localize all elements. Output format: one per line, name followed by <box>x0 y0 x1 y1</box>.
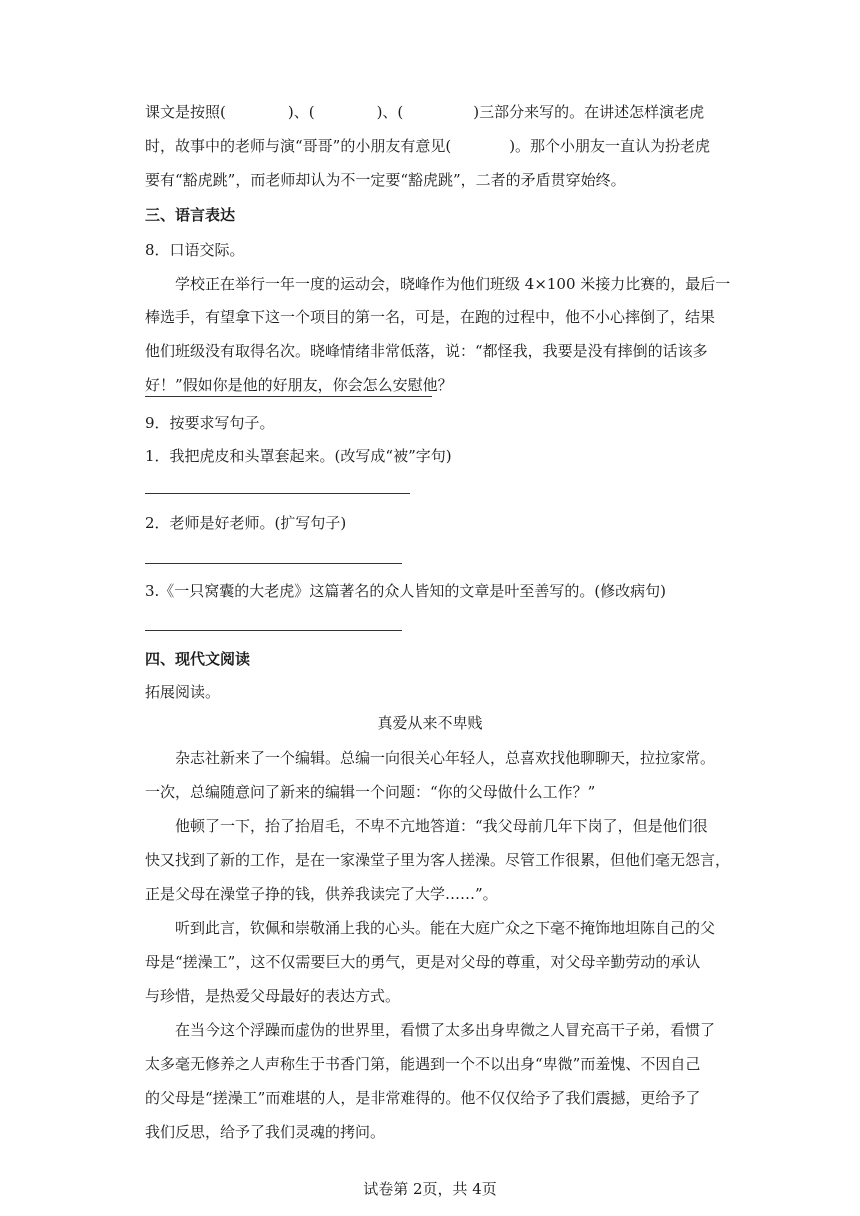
paragraph-line: 要有“豁虎跳”，而老师却认为不一定要“豁虎跳”，二者的矛盾贯穿始终。 <box>145 171 626 189</box>
article-line: 的父母是“搓澡工”而难堪的人，是非常难得的。他不仅仅给予了我们震撼，更给予了 <box>145 1089 701 1107</box>
question-8-text: 他们班级没有取得名次。晓峰情绪非常低落，说：“都怪我，我要是没有摔倒的话该多 <box>145 342 708 360</box>
question-9-3: 3.《一只窝囊的大老虎》这篇著名的众人皆知的文章是叶至善写的。(修改病句) <box>145 582 667 600</box>
question-9-1: 1．我把虎皮和头罩套起来。(改写成“被”字句) <box>145 447 452 465</box>
answer-line-9-3[interactable] <box>145 630 402 631</box>
question-8-label: 8．口语交际。 <box>145 241 245 259</box>
article-line: 他顿了一下，抬了抬眉毛，不卑不亢地答道：“我父母前几年下岗了，但是他们很 <box>175 817 708 835</box>
text-segment: )、( <box>376 103 404 121</box>
answer-line-9-2[interactable] <box>145 563 402 564</box>
fill-blank-line-1 <box>145 102 704 122</box>
answer-line-9-1[interactable] <box>145 493 410 494</box>
question-9-2: 2．老师是好老师。(扩写句子) <box>145 514 347 532</box>
article-title: 真爱从来不卑贱 <box>377 714 483 732</box>
text-segment: )三部分来写的。在讲述怎样演老虎 <box>473 103 705 121</box>
text-segment: 时，故事中的老师与演“哥哥”的小朋友有意见( <box>145 137 452 155</box>
reading-intro: 拓展阅读。 <box>145 683 221 701</box>
section-heading-3: 三、语言表达 <box>145 206 236 224</box>
article-line: 母是“搓澡工”，这不仅需要巨大的勇气，更是对父母的尊重，对父母辛勤劳动的承认 <box>145 953 701 971</box>
page-footer: 试卷第 2页，共 4页 <box>363 1180 497 1198</box>
question-9-label: 9．按要求写句子。 <box>145 414 275 432</box>
article-line: 一次，总编随意问了新来的编辑一个问题：“你的父母做什么工作？” <box>145 783 596 801</box>
section-heading-4: 四、现代文阅读 <box>145 650 251 668</box>
article-line: 在当今这个浮躁而虚伪的世界里，看惯了太多出身卑微之人冒充高干子弟，看惯了 <box>175 1021 716 1039</box>
article-line: 听到此言，钦佩和崇敬涌上我的心头。能在大庭广众之下毫不掩饰地坦陈自己的父 <box>175 919 716 937</box>
article-line: 太多毫无修养之人声称生于书香门第，能遇到一个不以出身“卑微”而羞愧、不因自己 <box>145 1055 701 1073</box>
fill-blank-line-2 <box>145 136 710 156</box>
article-line: 正是父母在澡堂子挣的钱，供养我读完了大学……”。 <box>145 885 498 903</box>
text-segment: )、( <box>287 103 315 121</box>
text-segment: )。那个小朋友一直认为扮老虎 <box>509 137 711 155</box>
article-line: 我们反思，给予了我们灵魂的拷问。 <box>145 1123 386 1141</box>
article-line: 快又找到了新的工作，是在一家澡堂子里为客人搓澡。尽管工作很累，但他们毫无怨言， <box>145 851 731 869</box>
answer-line-8[interactable] <box>145 396 432 397</box>
article-line: 与珍惜，是热爱父母最好的表达方式。 <box>145 987 401 1005</box>
question-8-text: 棒选手，有望拿下这一个项目的第一名，可是，在跑的过程中，他不小心摔倒了，结果 <box>145 308 716 326</box>
text-segment: 课文是按照( <box>145 103 226 121</box>
article-line: 杂志社新来了一个编辑。总编一向很关心年轻人，总喜欢找他聊聊天，拉拉家常。 <box>175 749 716 767</box>
question-8-text: 好！”假如你是他的好朋友，你会怎么安慰他？ <box>145 376 453 394</box>
question-8-text: 学校正在举行一年一度的运动会，晓峰作为他们班级 4×100 米接力比赛的，最后一 <box>175 275 731 293</box>
